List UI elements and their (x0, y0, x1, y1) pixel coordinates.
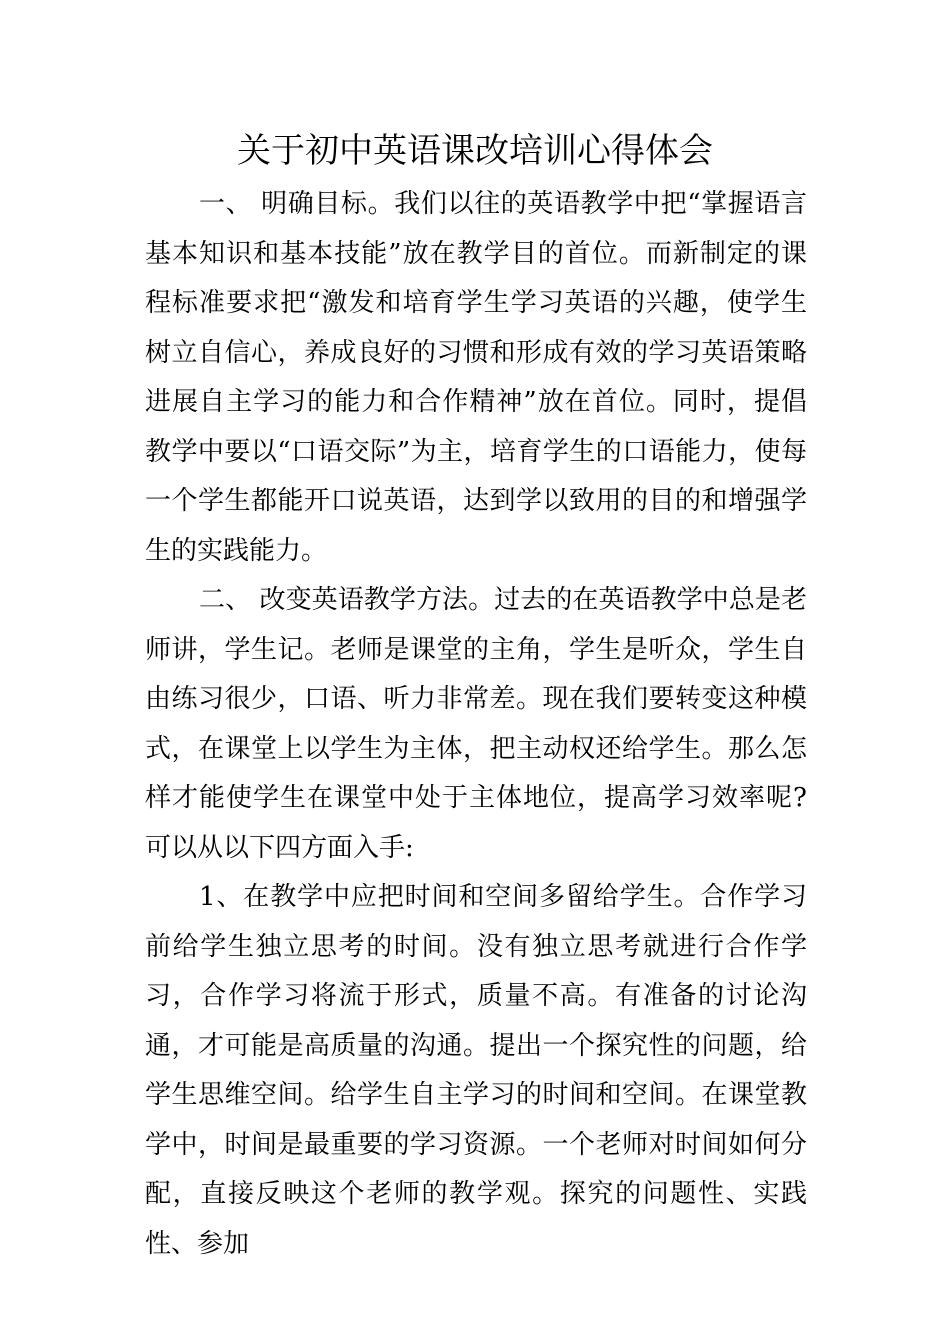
paragraph-methods: 二、 改变英语教学方法。过去的在英语教学中总是老师讲，学生记。老师是课堂的主角，学生是听众，学生自由练习很少，口语、听力非常差。现在我们要转变这种模式，在课堂上以学生为主体，把主动权还给学生。那么怎样才能使学生在课堂中处于主体地位，提高学习效率呢?可以从以下四方面入手: (145, 585, 807, 863)
document-body (145, 180, 807, 1269)
paragraph-point-one: 1、在教学中应把时间和空间多留给学生。合作学习前给学生独立思考的时间。没有独立思考就进行合作学习，合作学习将流于形式，质量不高。有准备的讨论沟通，才可能是高质量的沟通。提出一个探究性的问题，给学生思维空间。给学生自主学习的时间和空间。在课堂教学中，时间是最重要的学习资源。一个老师对时间如何分配，直接反映这个老师的教学观。探究的问题性、实践性、参加 (145, 882, 807, 1259)
document-title: 关于初中英语课改培训心得体会 (237, 131, 713, 171)
paragraph-goals: 一、 明确目标。我们以往的英语教学中把“掌握语言基本知识和基本技能”放在教学目的首位。而新制定的课程标准要求把“激发和培育学生学习英语的兴趣，使学生树立自信心，养成良好的习惯和形成有效的学习英语策略进展自主学习的能力和合作精神”放在首位。同时，提倡教学中要以“口语交际”为主，培育学生的口语能力，使每一个学生都能开口说英语，达到学以致用的目的和增强学生的实践能力。 (145, 189, 807, 566)
